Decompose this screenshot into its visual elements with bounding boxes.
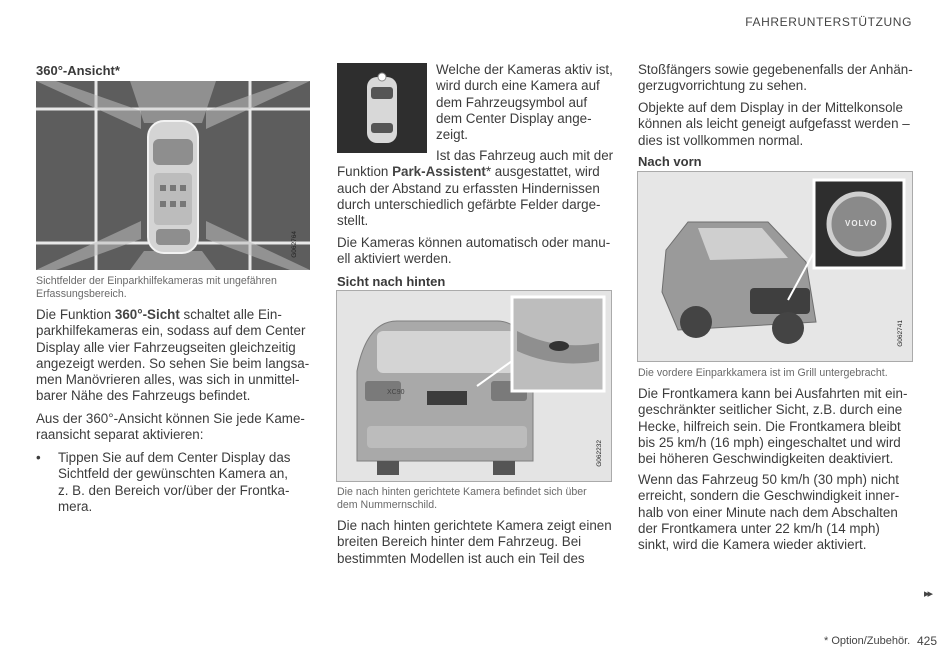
text-line: bestimmten Modellen ist auch ein Teil des [337,550,585,566]
figure-360-view [36,81,310,270]
car-camera-symbol [337,63,427,153]
text-line: Sichtfeld der gewünschten Kamera an, [58,466,289,482]
figure-caption [36,275,316,301]
text-line: parkhilfekameras ein, sodass auf dem Center [36,323,306,339]
text-line: stellt. [337,213,369,229]
figure-code: G062232 [596,440,603,467]
text-line: Stoßfängers sowie gegebenenfalls der Anhän- [638,62,913,77]
caption-line: Sichtfelder der Einparkhilfekameras mit ungefähren [36,275,277,287]
paragraph-park-assist [337,148,617,229]
text-line: erreicht, sondern die Geschwindigkeit inner- [638,488,900,504]
text-line: durch unterschiedlich gefärbte Felder darge- [337,196,601,212]
figure-rear-camera [337,291,611,481]
text-line: z. B. den Bereich vor/über der Frontka- [58,482,290,498]
text-line: ell aktiviert werden. [337,251,452,267]
text-line: men Manövrieren alles, was sich in unmittel- [36,372,300,388]
text-line: Tippen Sie auf dem Center Display das [58,450,291,465]
parking-top-view-illustration [36,81,310,270]
paragraph-reactivation [638,472,928,553]
text-line: halb von einer Minute nach dem Abschalten [638,504,898,520]
text-line: gerzugvorrichtung zu sehen. [638,78,807,94]
continue-arrow-icon: ▸▸ [924,588,932,600]
figure-code: G062764 [291,231,298,258]
text-line: Ist das Fahrzeug auch mit der [436,148,614,163]
bullet-item [36,450,328,515]
text-line: dem Center Display ange- [436,110,592,126]
text-line: Hecke, hilfreich sein. Die Frontkamera bleibt [638,418,901,434]
text-line: angezeigt werden. So sehen Sie beim langsa- [36,355,310,371]
text-line: Die Funktion 360°-Sicht schaltet alle Ein- [36,307,282,322]
text-line: Display alle vier Fahrzeugseiten gleichzeitig [36,339,296,355]
heading-front-view: Nach vorn [638,154,702,169]
figure-front-camera [638,172,912,361]
figure-caption: Die vordere Einparkkamera ist im Grill untergebracht. [638,367,888,379]
paragraph-manual-activation [337,235,617,268]
page-number: 425 [917,634,938,648]
text-line: Objekte auf dem Display in der Mittelkonsole [638,100,903,115]
text-line: können als leicht geneigt aufgefasst werden – [638,116,910,132]
text-line: geschränkter seitlicher Sicht, z.B. durch eine [638,402,903,418]
text-line: wird durch eine Kamera auf [436,78,600,94]
paragraph-display-tilt [638,100,918,149]
text-line: Aus der 360°-Ansicht können Sie jede Kame- [36,411,305,426]
section-title: FAHRERUNTERSTÜTZUNG [745,15,912,29]
rear-car-illustration [337,291,611,481]
text-line: Die Frontkamera kann bei Ausfahrten mit ein- [638,386,908,401]
heading-360-view: 360°-Ansicht* [36,63,120,78]
paragraph-360-activate [36,411,316,444]
text-line: der Frontkamera unter 22 km/h (14 mph) [638,520,880,536]
caption-line: Die nach hinten gerichtete Kamera befindet sich über [337,486,587,498]
caption-line: dem Nummernschild. [337,499,438,511]
text-line: Welche der Kameras aktiv ist, [436,62,613,77]
caption-line: Erfassungsbereich. [36,288,127,300]
figure-code: G062741 [897,320,904,347]
bullet-symbol: • [36,450,41,465]
text-line: barer Nähe des Fahrzeugs befindet. [36,388,251,404]
paragraph-360-intro [36,307,316,405]
text-line: bis 25 km/h (16 mph) eingeschaltet und wird [638,434,901,450]
text-line: Die Kameras können automatisch oder manu- [337,235,611,250]
text-line: dem Fahrzeugsymbol auf [436,94,588,110]
car-symbol-icon [337,63,427,153]
front-car-illustration [638,172,912,361]
text-line: breiten Bereich hinter dem Fahrzeug. Bei [337,534,582,550]
paragraph-front-camera [638,386,928,467]
text-line: auch der Abstand zu erfassten Hindernissen [337,180,600,196]
text-line: Die nach hinten gerichtete Kamera zeigt einen [337,518,612,533]
text-line: raansicht separat aktivieren: [36,427,204,443]
rear-badge: XC90 [387,389,405,396]
volvo-logo: VOLVO [845,219,878,228]
text-line: mera. [58,498,93,514]
paragraph-bumper [638,62,918,95]
paragraph-active-camera [436,62,616,143]
heading-rear-view: Sicht nach hinten [337,274,446,289]
text-line: zeigt. [436,127,469,143]
text-line: dies ist vollkommen normal. [638,132,804,148]
text-line: Wenn das Fahrzeug 50 km/h (30 mph) nicht [638,472,899,487]
text-line: sinkt, wird die Kamera wieder aktiviert. [638,537,867,553]
text-line: bei höheren Geschwindigkeiten deaktiviert. [638,451,894,467]
figure-caption [337,486,617,512]
text-line: Funktion Park-Assistent* ausgestattet, wird [337,164,600,180]
paragraph-rear-camera [337,518,617,567]
footer-note: * Option/Zubehör. [824,635,911,647]
